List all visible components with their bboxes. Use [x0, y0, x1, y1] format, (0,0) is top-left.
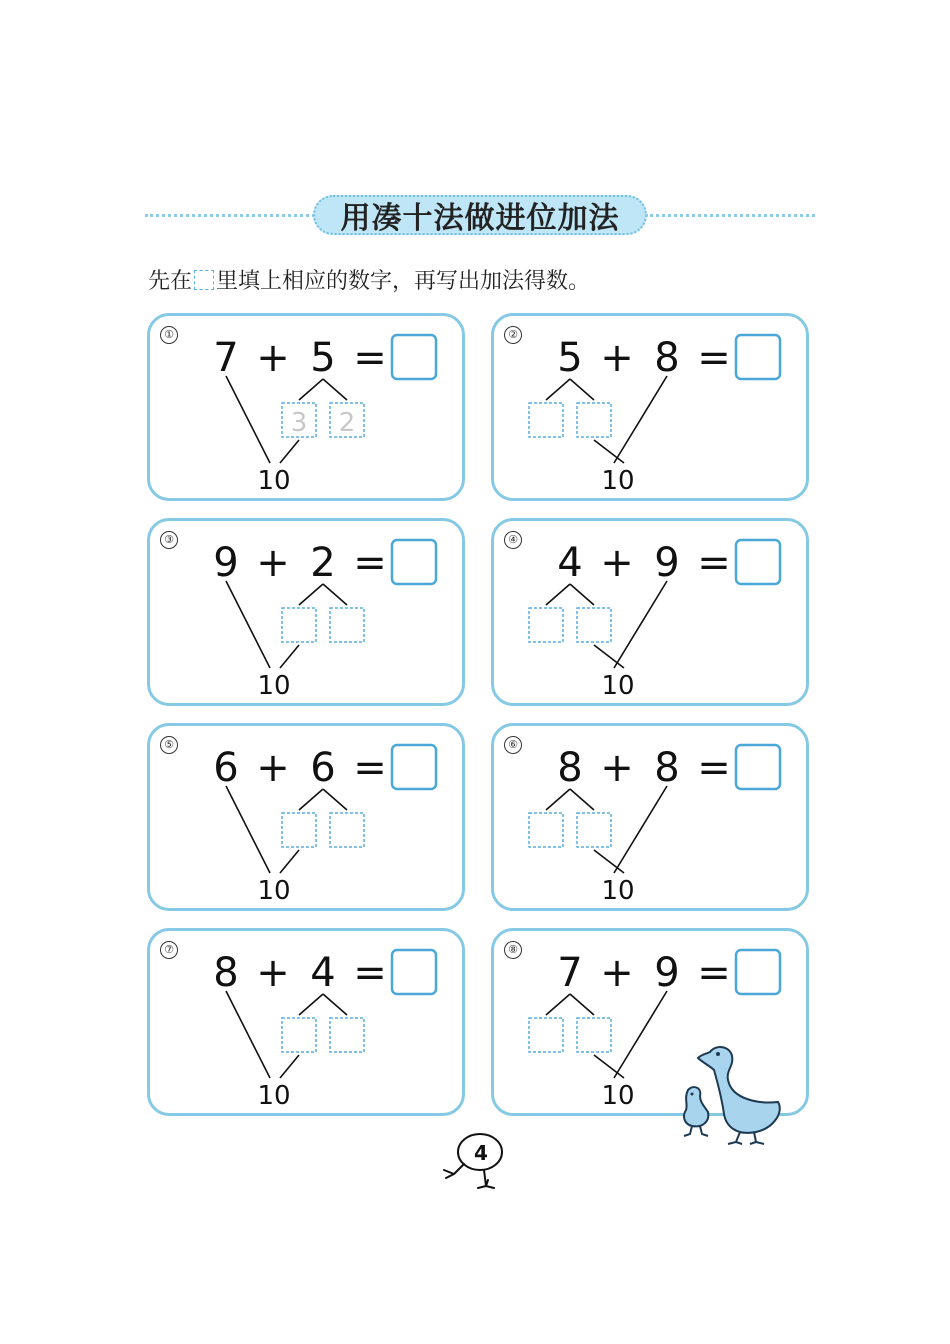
ten-label: 10	[257, 1081, 291, 1111]
ten-label: 10	[601, 1081, 635, 1111]
second-addend: 8	[654, 335, 680, 381]
problem-diagram	[494, 521, 812, 709]
connector-line	[594, 645, 624, 668]
connector-line	[614, 786, 667, 873]
split-hint: 2	[338, 408, 356, 438]
equals-sign: =	[697, 745, 731, 791]
answer-box[interactable]	[736, 745, 780, 789]
connector-line	[570, 994, 594, 1015]
title-bar	[145, 195, 815, 235]
equals-sign: =	[353, 950, 387, 996]
instruction-text-before: 先在	[148, 269, 193, 294]
connector-line	[226, 376, 270, 463]
second-addend: 5	[310, 335, 336, 381]
problem-diagram	[494, 726, 812, 914]
problem-number: ①	[160, 326, 178, 344]
connector-line	[299, 994, 323, 1015]
connector-line	[546, 584, 570, 605]
plus-sign: +	[600, 335, 634, 381]
ten-label: 10	[601, 876, 635, 906]
connector-line	[570, 584, 594, 605]
duckling-eye-icon	[691, 1093, 694, 1096]
plus-sign: +	[256, 540, 290, 586]
connector-line	[546, 994, 570, 1015]
split-box[interactable]	[529, 813, 563, 847]
connector-line	[323, 379, 347, 400]
title-dotted-line-right	[645, 214, 815, 217]
plus-sign: +	[256, 950, 290, 996]
problem-diagram	[150, 316, 468, 504]
ten-label: 10	[601, 466, 635, 496]
connector-line	[299, 379, 323, 400]
connector-line	[594, 1055, 624, 1078]
page-title: 用凑十法做进位加法	[313, 195, 647, 235]
connector-line	[546, 379, 570, 400]
problem-number: ⑥	[504, 736, 522, 754]
equals-sign: =	[353, 540, 387, 586]
instruction	[148, 264, 590, 295]
connector-line	[323, 584, 347, 605]
split-box[interactable]	[529, 1018, 563, 1052]
split-box[interactable]	[330, 1018, 364, 1052]
plus-sign: +	[256, 745, 290, 791]
first-addend: 6	[213, 745, 239, 791]
split-box[interactable]	[282, 813, 316, 847]
problem-card	[491, 723, 809, 911]
connector-line	[570, 379, 594, 400]
second-addend: 6	[310, 745, 336, 791]
connector-line	[280, 645, 299, 668]
second-addend: 9	[654, 950, 680, 996]
ten-label: 10	[257, 671, 291, 701]
page-number: 4	[474, 1141, 488, 1165]
split-box[interactable]	[282, 608, 316, 642]
connector-line	[226, 786, 270, 873]
connector-line	[323, 789, 347, 810]
connector-line	[299, 789, 323, 810]
ten-label: 10	[601, 671, 635, 701]
problem-diagram	[494, 316, 812, 504]
first-addend: 8	[557, 745, 583, 791]
connector-line	[614, 991, 667, 1078]
connector-line	[614, 581, 667, 668]
problem-diagram	[150, 931, 468, 1119]
first-addend: 5	[557, 335, 583, 381]
page-number-badge	[440, 1130, 510, 1192]
plus-sign: +	[600, 745, 634, 791]
connector-line	[323, 994, 347, 1015]
problem-number: ⑤	[160, 736, 178, 754]
first-addend: 4	[557, 540, 583, 586]
split-box[interactable]	[577, 403, 611, 437]
connector-line	[280, 440, 299, 463]
ten-label: 10	[257, 466, 291, 496]
connector-line	[226, 991, 270, 1078]
answer-box[interactable]	[392, 745, 436, 789]
second-addend: 2	[310, 540, 336, 586]
problem-number: ⑦	[160, 941, 178, 959]
answer-box[interactable]	[392, 335, 436, 379]
problem-number: ⑧	[504, 941, 522, 959]
problem-number: ④	[504, 531, 522, 549]
problem-diagram	[150, 726, 468, 914]
first-addend: 8	[213, 950, 239, 996]
split-box[interactable]	[529, 608, 563, 642]
connector-line	[299, 584, 323, 605]
equals-sign: =	[353, 745, 387, 791]
connector-line	[280, 1055, 299, 1078]
equals-sign: =	[697, 950, 731, 996]
answer-box[interactable]	[736, 540, 780, 584]
problem-card	[147, 313, 465, 501]
split-box[interactable]	[330, 608, 364, 642]
title-dotted-line-left	[145, 214, 315, 217]
instruction-text-after: 里填上相应的数字，再写出加法得数。	[216, 269, 591, 294]
problem-card	[147, 928, 465, 1116]
first-addend: 7	[213, 335, 239, 381]
equals-sign: =	[697, 540, 731, 586]
equals-sign: =	[697, 335, 731, 381]
equals-sign: =	[353, 335, 387, 381]
problem-card	[147, 518, 465, 706]
split-box[interactable]	[577, 608, 611, 642]
problem-number: ②	[504, 326, 522, 344]
second-addend: 4	[310, 950, 336, 996]
split-box[interactable]	[282, 1018, 316, 1052]
first-addend: 9	[213, 540, 239, 586]
problem-card	[147, 723, 465, 911]
connector-line	[546, 789, 570, 810]
second-addend: 8	[654, 745, 680, 791]
split-box[interactable]	[577, 1018, 611, 1052]
connector-line	[614, 376, 667, 463]
ducks-illustration	[670, 1040, 800, 1150]
connector-line	[280, 850, 299, 873]
plus-sign: +	[600, 540, 634, 586]
problem-card	[491, 313, 809, 501]
split-box[interactable]	[577, 813, 611, 847]
split-hint: 3	[290, 408, 308, 438]
connector-line	[594, 850, 624, 873]
plus-sign: +	[256, 335, 290, 381]
split-box[interactable]	[330, 813, 364, 847]
connector-line	[226, 581, 270, 668]
second-addend: 9	[654, 540, 680, 586]
answer-box[interactable]	[736, 335, 780, 379]
duck-eye-icon	[716, 1052, 720, 1056]
blank-box-icon	[194, 270, 214, 290]
connector-line	[570, 789, 594, 810]
problem-number: ③	[160, 531, 178, 549]
ten-label: 10	[257, 876, 291, 906]
problem-diagram	[150, 521, 468, 709]
first-addend: 7	[557, 950, 583, 996]
connector-line	[594, 440, 624, 463]
split-box[interactable]	[529, 403, 563, 437]
answer-box[interactable]	[736, 950, 780, 994]
problem-card	[491, 518, 809, 706]
answer-box[interactable]	[392, 950, 436, 994]
plus-sign: +	[600, 950, 634, 996]
answer-box[interactable]	[392, 540, 436, 584]
